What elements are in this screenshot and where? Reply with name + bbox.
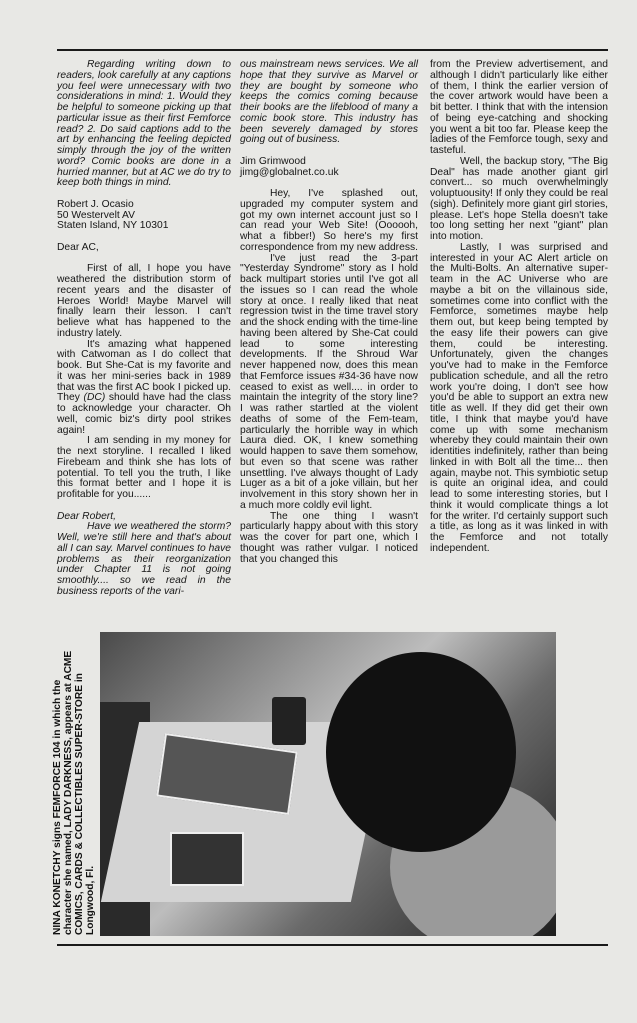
column-1 (57, 60, 231, 598)
text: It's amazing what happened with Catwoman as I do collect that book. But She-Cat is my favorite and it was her mini-series back in 1989 that was the first AC book I picked up. They (57, 338, 231, 404)
letter-signature-email: jimg@globalnet.co.uk (240, 166, 339, 178)
column-2 (240, 60, 418, 565)
letter-signature-address: 50 Westervelt AV (57, 209, 136, 221)
top-rule (57, 49, 608, 51)
bottom-rule (57, 944, 608, 946)
letter-paragraph: First of all, I hope you have weathered the distribution storm of recent years and the disaster of Heroes World! Maybe Marvel will finally learn their lesson. I can't believe what has happened to the industry lately. (57, 263, 231, 339)
letter-paragraph: The one thing I wasn't particularly happy about with this story was the cover for part one, which I thought was rather vulgar. I noticed that you changed this (240, 510, 418, 565)
text: (DC) (83, 392, 106, 404)
letter-paragraph: Hey, I've splashed out, upgraded my computer system and got my own internet account just so I can read your Web Site! (Oooooh, what a fibber!) So here's my first correspondence from my new address. (240, 188, 418, 253)
photo-cup (272, 697, 306, 745)
photo-hair (326, 652, 516, 852)
photo-comic (170, 832, 244, 886)
letter-signature-city: Staten Island, NY 10301 (57, 220, 169, 232)
text: should have had the class to acknowledge your character. Oh well, comic biz's dirty pool strikes again! (57, 392, 231, 436)
letter-signature-name: Robert J. Ocasio (57, 198, 134, 210)
editor-reply: Have we weathered the storm? Well, we're still here and that's about all I can say. Marvel continues to have problems as their reorganization under Chapter 11 is not going smoothly.... so we read in the business reports of the vari- (57, 521, 231, 597)
column-3 (430, 60, 608, 555)
letter-paragraph (57, 340, 231, 437)
letter-paragraph: from the Preview advertisement, and although I didn't particularly like either of them, I think the earlier version of the cover artwork would have been a bit better. I think that with the intension of being eye-catching and shocking you went a bit too far. Please keep the ladies of the Femforce tough, sexy and tasteful. (430, 59, 608, 156)
letter-signature-name: Jim Grimwood (240, 155, 306, 167)
editor-reply-previous: Regarding writing down to readers, look carefully at any captions you feel were unnecessary with two considerations in mind: 1. Would they be helpful to someone picking up that particular issue as their first Femforce read? 2. Do said captions add to the art by enhancing the feeling depicted simply through the joy of the written word? Comic books are done in a hurried manner, but at AC we do try to keep both things in mind. (57, 59, 231, 189)
letter-paragraph: I've just read the 3-part "Yesterday Syndrome" story as I hold back multipart stories until I've got all the issues so I can read the whole story at once. I really liked that neat regression twist in the time travel story and the shock ending with the time-line having been altered by She-Cat could lead to some interesting developments. If the Shroud War never happened now, does this mean that Femforce issues #34-36 have now ceased to exist as well.... in order to maintain the integrity of the story line? I was rather startled at the violent deaths of some of the Fem-team, particularly the horrible way in which Laura died. OK, I knew something would happen to save them somehow, but even so that scene was rather unsettling. I've always thought of Lady Luger as a bit of a joke villain, but her involvement in this story shown her in a much more coldly evil light. (240, 252, 419, 511)
signing-photo (100, 632, 556, 936)
letter-greeting: Dear AC, (57, 241, 99, 253)
letter-paragraph: Well, the backup story, "The Big Deal" has made another giant girl convert... so much overwhelmingly voluptuousity! If only they could be real (sigh). Definitely more giant girl stories, please. Let's hope Stella doesn't take too long setting her next "giant" plan into motion. (430, 155, 608, 242)
editor-reply: ous mainstream news services. We all hope that they survive as Marvel or they are bought by someone who keeps the comics coming because their books are the lifeblood of many a comic book store. This industry has been severely damaged by stores going out of business. (240, 59, 418, 146)
editor-reply-greeting: Dear Robert, (57, 510, 116, 522)
letter-paragraph: Lastly, I was surprised and interested in your AC Alert article on the Multi-Bolts. An alternative super-team in the AC Universe who are maybe a bit on the villainous side, sometimes come into conflict with the Femforce, sometimes maybe help them out, but keep being tempted by the easy life their powers can give them, could be interesting. Unfortunately, given the changes you've had to make in the Femforce publication schedule, and all the retro work you're doing, I don't see how you'd be able to support an extra new title as well. If they did get their own title, I think that maybe you'd have come up with some mechanism whereby they could maintain their own identities indefinitely, rather than being linked in with Bolt all the time... then again, maybe not. This symbiotic setup is quite an original idea, and could lead to some interesting stories, but I think it would complicate things a lot for the writer. I'd certainly support such a title, as long as it was linked in with the Femforce and not totally independent. (430, 241, 608, 554)
letter-paragraph: I am sending in my money for the next storyline. I recalled I liked Firebeam and think she has lots of potential. To tell you the truth, I like this format better and I hope it is profitable for you...... (57, 435, 231, 500)
photo-caption: NINA KONETCHY signs FEMFORCE 104 in which the character she named, LADY DARKNESS, appears at ACME COMICS, CARDS & COLLECTIBLES SUPER-STORE in Longwood, Fl. (52, 650, 96, 935)
